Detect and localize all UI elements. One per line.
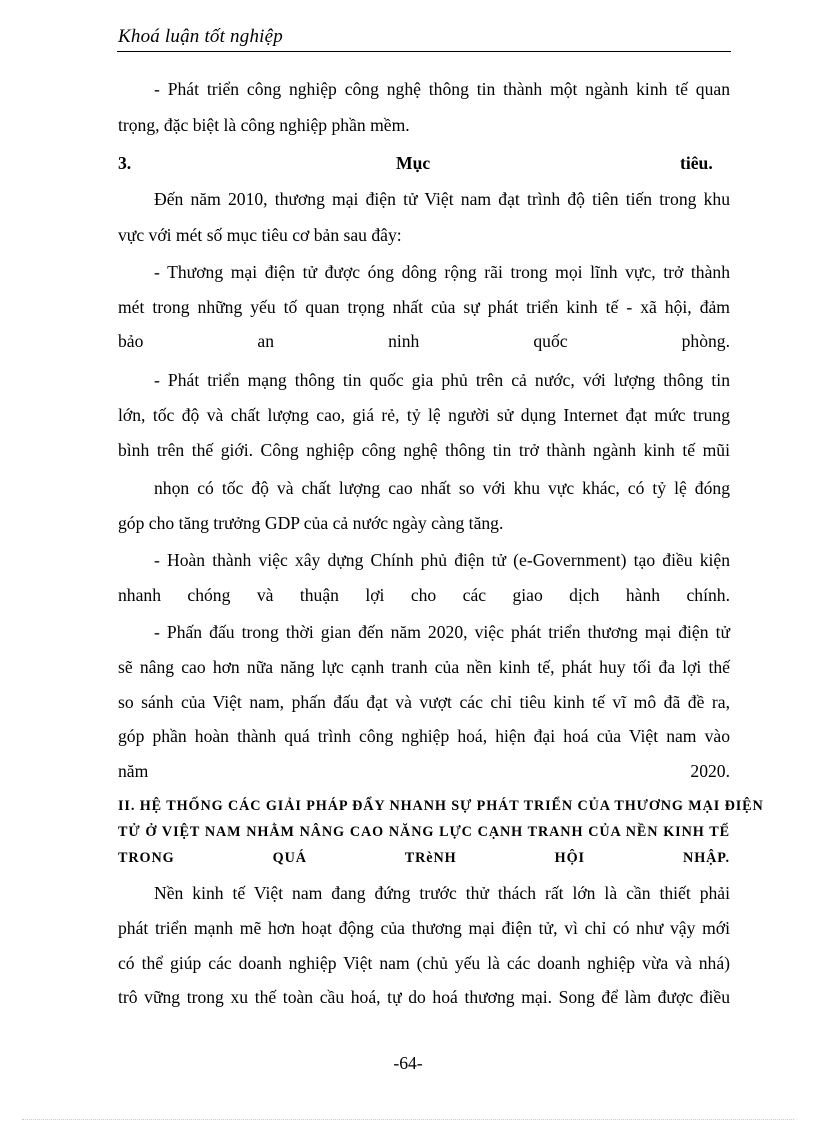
text-line: phát triển mạnh mẽ hơn hoạt động của thương mại điện tử, vì chỉ có như vậy mới — [118, 918, 730, 938]
text-line: - Phấn đấu trong thời gian đến năm 2020, việc phát triển thương mại điện tử — [154, 622, 730, 642]
text-line: năm 2020. — [118, 761, 730, 781]
text-line: có thể giúp các doanh nghiệp Việt nam (chủ yếu là các doanh nghiệp vừa và nhá) — [118, 953, 730, 973]
text-line: góp phần hoàn thành quá trình công nghiệp hoá, hiện đại hoá của Việt nam vào — [118, 726, 730, 746]
text-line: - Thương mại điện tử được óng dông rộng rãi trong mọi lĩnh vực, trở thành — [154, 262, 730, 282]
text-line: góp cho tăng trưởng GDP của cả nước ngày càng tăng. — [118, 513, 504, 533]
text-line: trọng, đặc biệt là công nghiệp phần mềm. — [118, 115, 410, 135]
section-number: 3. — [118, 153, 132, 173]
page-number: -64- — [393, 1053, 423, 1073]
text-line: - Hoàn thành việc xây dựng Chính phủ điện tử (e-Government) tạo điều kiện — [154, 550, 730, 570]
text-line: Đến năm 2010, thương mại điện tử Việt nam đạt trình độ tiên tiến trong khu — [154, 189, 730, 209]
text-line: trô vững trong xu thế toàn cầu hoá, tự do hoá thương mại. Song để làm được điều — [118, 987, 730, 1007]
header-rule — [117, 51, 731, 52]
text-line: bình trên thế giới. Công nghiệp công nghệ thông tin trở thành ngành kinh tế mũi — [118, 440, 730, 460]
text-line: so sánh của Việt nam, phấn đấu đạt và vượt các chỉ tiêu kinh tế vĩ mô đã đề ra, — [118, 692, 730, 712]
section-title-word: Mục — [396, 153, 431, 173]
heading-line: II. HỆ THỐNG CÁC GIẢI PHÁP ĐẨY NHANH SỰ PHÁT TRIỂN CỦA THƯƠNG MẠI ĐIỆN — [118, 798, 764, 814]
text-line: nhọn có tốc độ và chất lượng cao nhất so với khu vực khác, có tỷ lệ đóng — [154, 478, 730, 498]
text-line: - Phát triển công nghiệp công nghệ thông tin thành một ngành kinh tế quan — [154, 79, 730, 99]
header-title: Khoá luận tốt nghiệp — [118, 26, 283, 47]
section-title-word: tiêu. — [680, 153, 713, 173]
heading-line: TRONG QUÁ TRèNH HỘI NHẬP. — [118, 850, 730, 866]
text-line: sẽ nâng cao hơn nữa năng lực cạnh tranh của nền kinh tế, phát huy tối đa lợi thế — [118, 657, 730, 677]
text-line: mét trong những yếu tố quan trọng nhất của sự phát triển kinh tế - xã hội, đảm — [118, 297, 730, 317]
text-line: Nền kinh tế Việt nam đang đứng trước thử thách rất lớn là cần thiết phải — [154, 883, 730, 903]
heading-line: TỬ Ở VIỆT NAM NHẰM NÂNG CAO NĂNG LỰC CẠNH TRANH CỦA NỀN KINH TẾ — [118, 824, 730, 840]
footer-rule — [22, 1119, 794, 1120]
text-line: - Phát triển mạng thông tin quốc gia phủ trên cả nước, với lượng thông tin — [154, 370, 730, 390]
text-line: lớn, tốc độ và chất lượng cao, giá rẻ, tỷ lệ người sử dụng Internet đạt mức trung — [118, 405, 730, 425]
text-line: nhanh chóng và thuận lợi cho các giao dịch hành chính. — [118, 585, 730, 605]
text-line: vực với mét số mục tiêu cơ bản sau đây: — [118, 225, 402, 245]
text-line: bảo an ninh quốc phòng. — [118, 331, 730, 351]
